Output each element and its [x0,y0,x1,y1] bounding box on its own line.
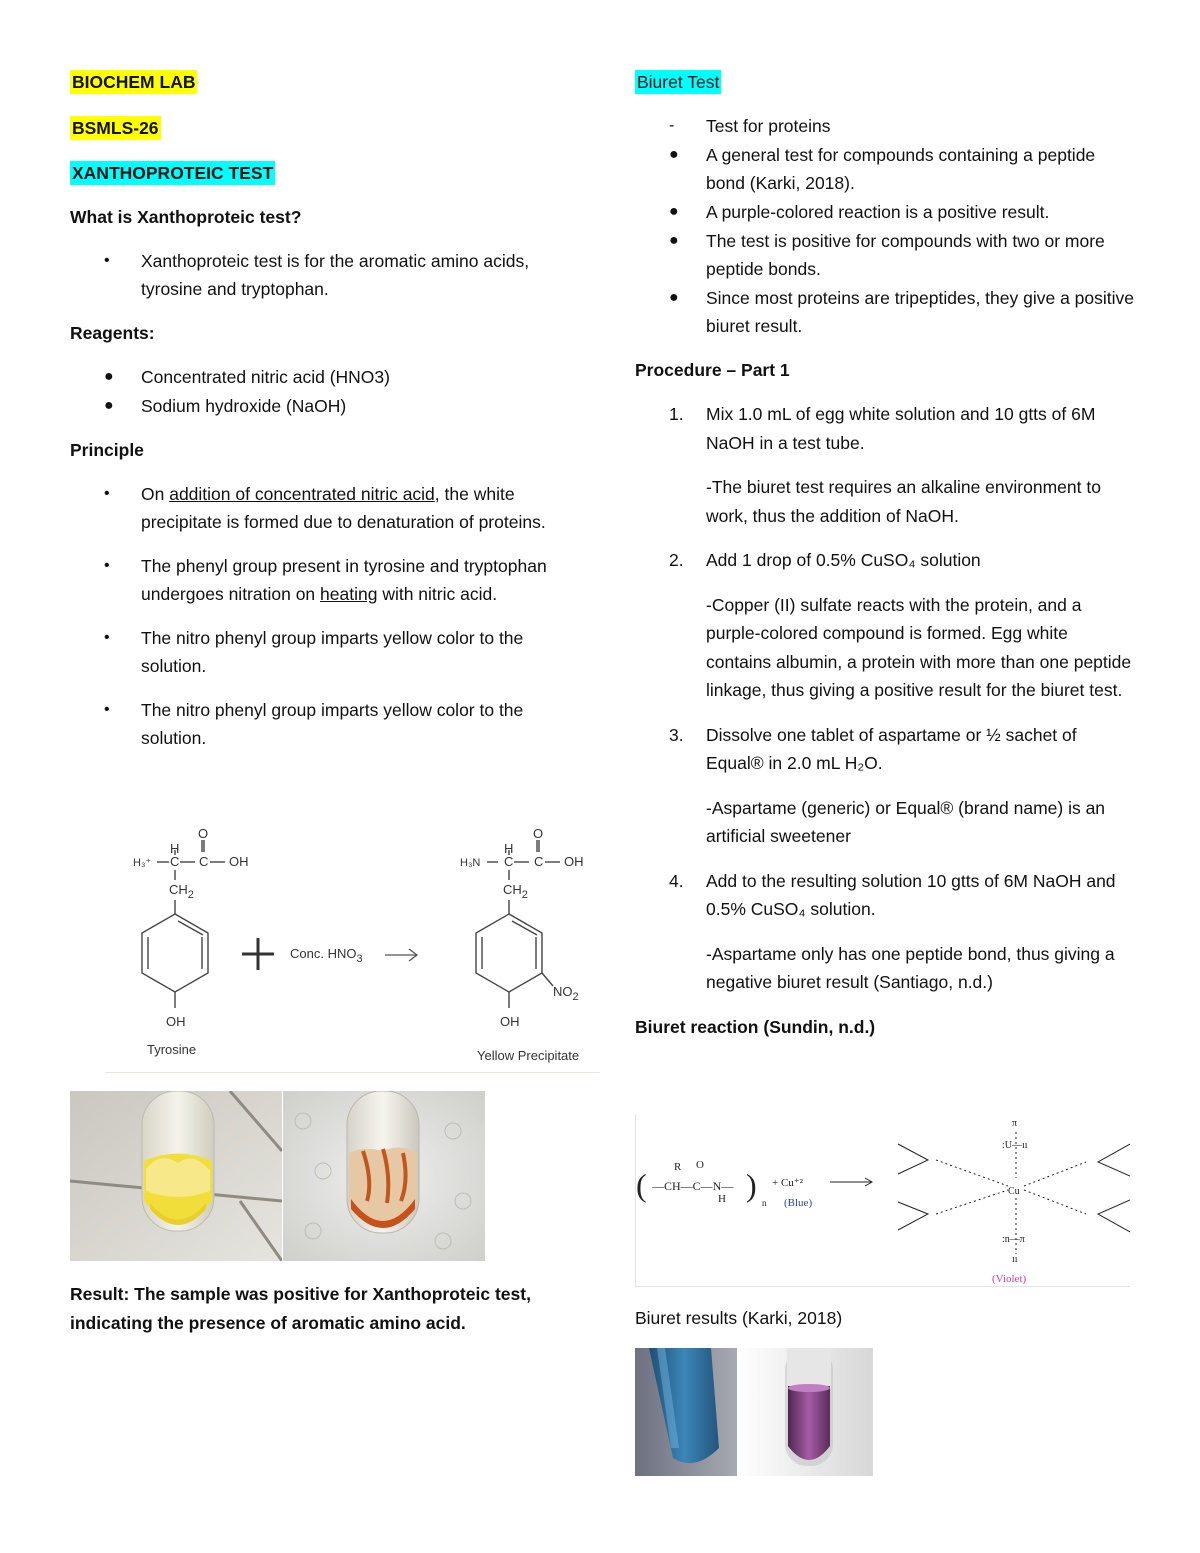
bullet-icon: ● [669,146,679,163]
svg-text:(: ( [636,1167,647,1203]
biuret-list [635,112,1135,340]
bullet-icon: ● [669,232,679,249]
svg-text:O: O [198,828,209,841]
svg-text:OH: OH [564,854,584,869]
bullet-icon: • [104,557,110,574]
svg-text:n: n [762,1198,767,1208]
list-item: ● A purple-colored reaction is a positive result. [635,198,1135,226]
step-note: -Aspartame (generic) or Equal® (brand name) is an artificial sweetener [706,797,1106,846]
biuret-reaction-heading: Biuret reaction (Sundin, n.d.) [635,1016,876,1037]
step-item: 4. Add to the resulting solution 10 gtts of 6M NaOH and 0.5% CuSO₄ solution. [669,870,1116,919]
svg-text:H₃N: H₃N [460,857,481,869]
list-item: ● Since most proteins are tripeptides, they give a positive biuret result. [635,284,1135,340]
biuret-photo-violet [737,1348,873,1476]
list-item: ● The test is positive for compounds with two or more peptide bonds. [635,227,1135,283]
xanthoproteic-photo-yellow [70,1091,282,1261]
principle-heading: Principle [70,440,144,460]
list-item: ● Concentrated nitric acid (HNO3) [70,363,570,391]
svg-text:C: C [170,854,180,869]
biuret-heading: Biuret Test [637,72,720,92]
list-item: • The nitro phenyl group imparts yellow color to the solution. [70,696,570,752]
xanthoproteic-photo-orange [283,1091,485,1261]
list-item: - Test for proteins [635,112,1135,140]
svg-text:): ) [746,1167,757,1203]
bullet-icon: • [104,252,110,269]
tyrosine-label: Tyrosine [147,1042,197,1057]
xanthoproteic-result: Result: The sample was positive for Xanthoproteic test, indicating the presence of aromatic amino acid. [70,1284,531,1333]
definition-list [70,247,570,303]
biuret-photo-blue [635,1348,737,1476]
reagent-label: Conc. $HNO_3$ [290,946,363,965]
step-item: 2. Add 1 drop of 0.5% CuSO₄ solution [669,550,981,570]
svg-text:—CH—C—N—: —CH—C—N— [652,1179,734,1193]
svg-text:NO2: $NO_2$ [553,984,579,1003]
list-item: • The phenyl group present in tyrosine and tryptophan undergoes nitration on heating with nitric acid. [70,552,570,608]
svg-text:O: O [533,828,544,841]
step-note: -Copper (II) sulfate reacts with the protein, and a purple-colored compound is formed. Egg white contains albumin, a protein with more than one peptide linkage, thus giving a positive result for the biuret test. [706,594,1132,700]
svg-text::n—π: :n—π [1002,1234,1025,1245]
svg-text:CH2: $CH_2$ [169,882,194,901]
svg-text:OH: OH [229,854,249,869]
what-is-heading: What is Xanthoproteic test? [70,207,302,227]
svg-text:CH2: $CH_2$ [503,882,528,901]
list-item: • Xanthoproteic test is for the aromatic amino acids, tyrosine and tryptophan. [70,247,570,303]
bullet-icon: • [104,485,110,502]
svg-text:H: H [170,841,180,856]
svg-text:Cu: Cu [1008,1186,1020,1197]
plus-icon [242,938,274,970]
bullet-icon: ● [104,368,114,385]
svg-text::U—ıı: :U—ıı [1002,1140,1028,1151]
right-column [635,70,1135,1041]
arrow-icon [385,949,417,961]
svg-text:+ Cu⁺²: + Cu⁺² [772,1177,803,1189]
biuret-results-caption: Biuret results (Karki, 2018) [635,1308,843,1328]
step-note: -The biuret test requires an alkaline environment to work, thus the addition of NaOH. [706,477,1101,526]
svg-text:ıı: ıı [1012,1254,1018,1265]
svg-text:C: C [504,854,514,869]
doc-title: BIOCHEM LAB [72,72,196,92]
list-item: • On addition of concentrated nitric acid, the white precipitate is formed due to denaturation of proteins. [70,480,570,536]
bullet-icon: • [104,701,110,718]
svg-text:OH: OH [500,1014,520,1029]
procedure-heading: Procedure – Part 1 [635,360,790,380]
svg-text:OH: OH [166,1014,186,1029]
violet-label: (Violet) [992,1273,1027,1285]
course-code: BSMLS-26 [72,118,159,138]
svg-text:C: C [199,854,209,869]
bullet-icon: • [104,629,110,646]
bullet-icon: ● [104,397,114,414]
procedure-steps [635,400,1135,457]
xanthoproteic-reaction-diagram [105,828,600,1073]
list-item: • The nitro phenyl group imparts yellow color to the solution. [70,624,570,680]
svg-text:H: H [718,1193,726,1205]
svg-text:O: O [696,1159,704,1171]
principle-list [70,480,570,752]
step-note: -Aspartame only has one peptide bond, thus giving a negative biuret result (Santiago, n.d.) [706,943,1115,992]
bullet-icon: ● [669,203,679,220]
tyrosine-structure [142,840,225,1008]
bullet-icon: ● [669,289,679,306]
list-item: ● Sodium hydroxide (NaOH) [70,392,570,420]
left-column [70,70,570,752]
step-item: 1. Mix 1.0 mL of egg white solution and 10 gtts of 6M NaOH in a test tube. [669,404,1096,453]
svg-text:π: π [1012,1118,1018,1129]
step-item: 3. Dissolve one tablet of aspartame or ½ sachet of Equal® in 2.0 mL H₂O. [669,724,1077,773]
svg-text:C: C [534,854,544,869]
reaction-svg [105,828,600,1072]
svg-text:H₃⁺: H₃⁺ [133,857,152,869]
list-item: ● A general test for compounds containing a peptide bond (Karki, 2018). [635,141,1135,197]
biuret-reaction-diagram [635,1114,1130,1287]
yellow-precipitate-label: Yellow Precipitate [477,1048,580,1063]
svg-text:R: R [674,1161,682,1173]
reagents-list [70,363,570,420]
reagents-heading: Reagents: [70,323,155,343]
dash-icon: - [669,117,675,134]
svg-text:H: H [504,841,514,856]
blue-label: (Blue) [784,1197,813,1209]
xanthoproteic-heading: XANTHOPROTEIC TEST [72,163,274,183]
nitrotyrosine-structure [476,840,560,1008]
